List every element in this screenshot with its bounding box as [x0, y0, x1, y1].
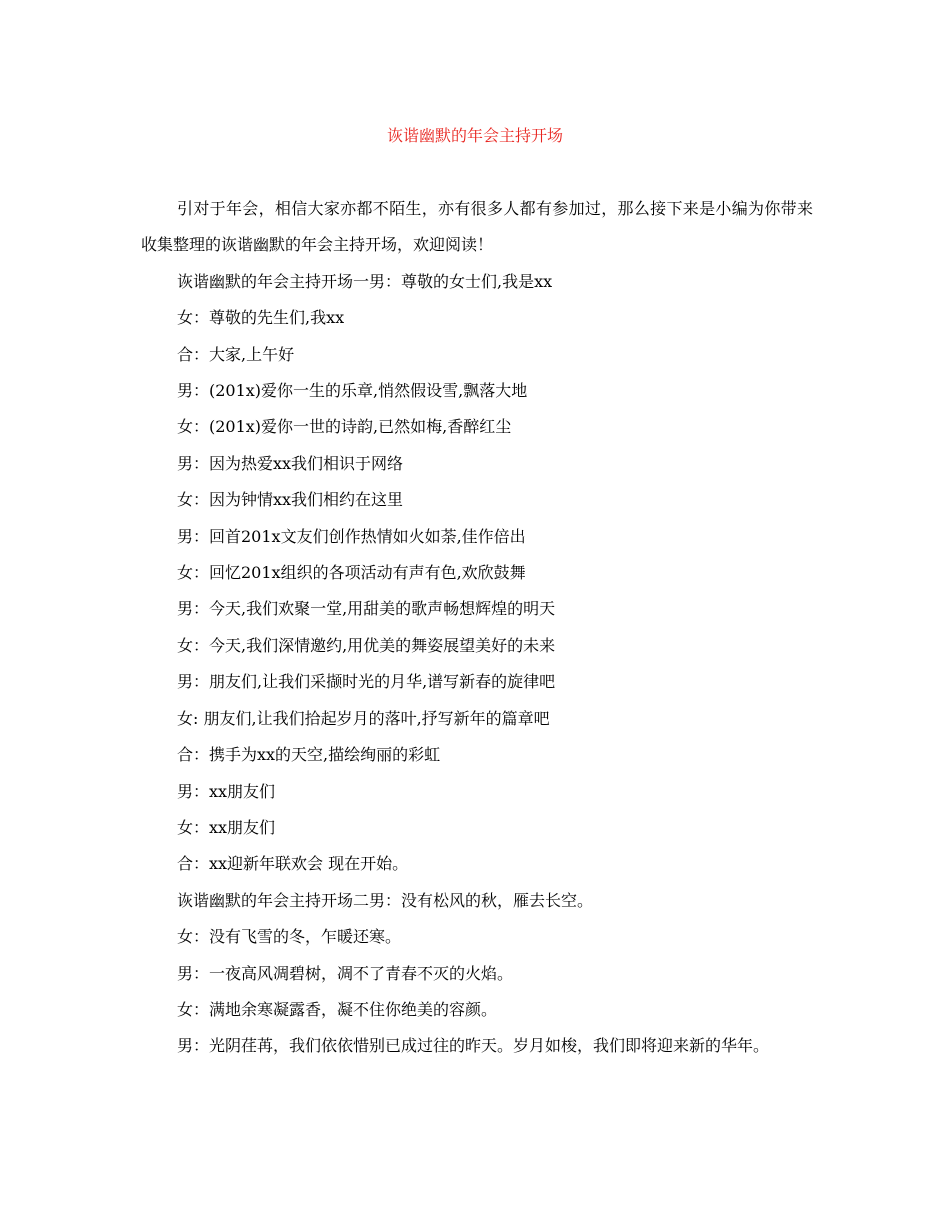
paragraph: 女: 朋友们,让我们拾起岁月的落叶,抒写新年的篇章吧	[177, 708, 550, 728]
paragraph: 男：回首201x文友们创作热情如火如荼,佳作倍出	[177, 526, 526, 546]
paragraph: 女：满地余寒凝露香，凝不住你绝美的容颜。	[177, 999, 498, 1019]
paragraph: 女：尊敬的先生们,我xx	[177, 308, 345, 328]
paragraph: 女：没有飞雪的冬，乍暖还寒。	[177, 927, 402, 947]
paragraph: 男：(201x)爱你一生的乐章,悄然假设雪,飘落大地	[177, 381, 528, 401]
document-body	[141, 191, 813, 1065]
document-title: 诙谐幽默的年会主持开场	[386, 126, 563, 145]
paragraph: 引对于年会，相信大家亦都不陌生，亦有很多人都有参加过，那么接下来是小编为你带来收集整理的诙谐幽默的年会主持开场，欢迎阅读！	[141, 199, 813, 255]
paragraph: 女：(201x)爱你一世的诗韵,已然如梅,香醉红尘	[177, 417, 512, 437]
paragraph: 诙谐幽默的年会主持开场一男：尊敬的女士们,我是xx	[177, 271, 553, 291]
paragraph: 男：因为热爱xx我们相识于网络	[177, 453, 404, 473]
paragraph: 男：今天,我们欢聚一堂,用甜美的歌声畅想辉煌的明天	[177, 599, 556, 619]
paragraph: 男：一夜高风凋碧树，凋不了青春不灭的火焰。	[177, 963, 514, 983]
paragraph: 男：朋友们,让我们采撷时光的月华,谱写新春的旋律吧	[177, 672, 556, 692]
paragraph: 女：因为钟情xx我们相约在这里	[177, 490, 404, 510]
paragraph: 女：回忆201x组织的各项活动有声有色,欢欣鼓舞	[177, 563, 526, 583]
paragraph: 女：今天,我们深情邀约,用优美的舞姿展望美好的未来	[177, 635, 556, 655]
paragraph: 女：xx朋友们	[177, 817, 276, 837]
paragraph: 诙谐幽默的年会主持开场二男：没有松风的秋，雁去长空。	[177, 890, 594, 910]
paragraph: 男：光阴荏苒，我们依依惜别已成过往的昨天。岁月如梭，我们即将迎来新的华年。	[177, 1036, 770, 1056]
paragraph: 男：xx朋友们	[177, 781, 276, 801]
paragraph: 合：大家,上午好	[177, 344, 295, 364]
paragraph: 合：xx迎新年联欢会 现在开始。	[177, 854, 409, 874]
paragraph: 合：携手为xx的天空,描绘绚丽的彩虹	[177, 745, 441, 765]
